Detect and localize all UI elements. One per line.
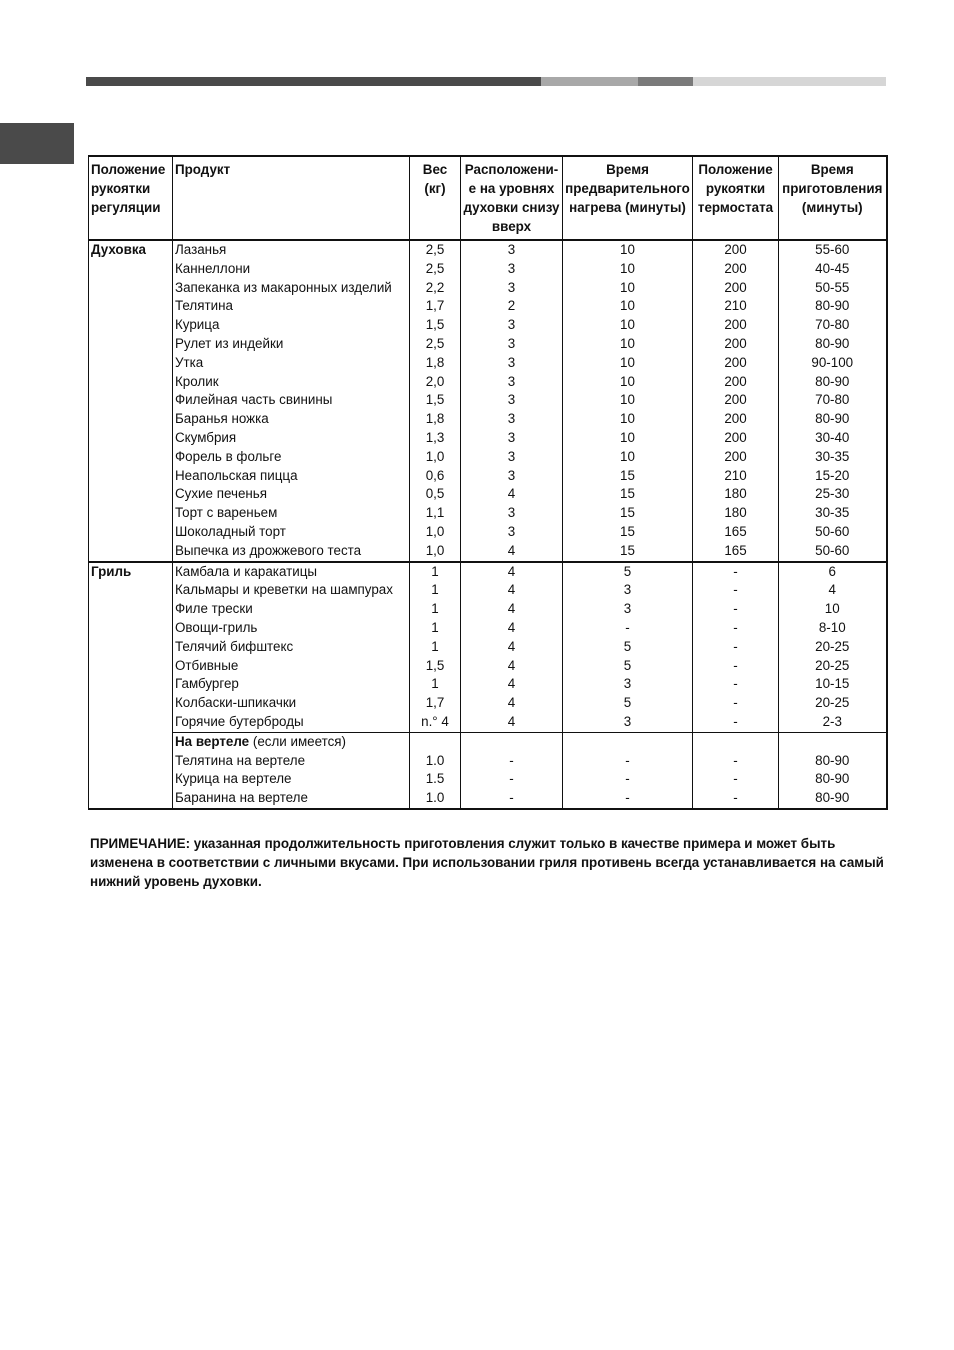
cell-level: 4	[461, 562, 563, 582]
cell-weight: 2,0	[410, 373, 461, 392]
cell-weight: 2,5	[410, 260, 461, 279]
header-bar-light	[693, 77, 886, 86]
cell-thermostat: -	[693, 752, 779, 771]
cell-preheat: 5	[563, 562, 693, 582]
cell-weight: 1.0	[410, 752, 461, 771]
header-thermostat: Положение рукоятки термостата	[693, 156, 779, 240]
cell-weight: 1,5	[410, 391, 461, 410]
cell-product: Неапольская пицца	[173, 467, 410, 486]
spit-title-row	[89, 732, 887, 751]
cell-level: 3	[461, 335, 563, 354]
cell-level: 4	[461, 485, 563, 504]
cell-thermostat: 200	[693, 316, 779, 335]
cell-level: 3	[461, 467, 563, 486]
section-label: Гриль	[89, 562, 173, 582]
header-level: Расположени-е на уровнях духовки снизу вверх	[461, 156, 563, 240]
cell-product: Форель в фольге	[173, 448, 410, 467]
header-bar-medium	[638, 77, 693, 86]
cell-product: Сухие печенья	[173, 485, 410, 504]
spit-title-bold: На вертеле	[175, 733, 250, 749]
cell-preheat: 10	[563, 391, 693, 410]
table-row	[89, 562, 887, 582]
section-label-empty	[89, 260, 173, 279]
cell-level: 3	[461, 373, 563, 392]
section-label-empty	[89, 335, 173, 354]
cell-preheat: 15	[563, 523, 693, 542]
table-row	[89, 657, 887, 676]
cell-time: 10	[779, 600, 887, 619]
cell-thermostat: 200	[693, 448, 779, 467]
section-label-empty	[89, 675, 173, 694]
cell-preheat: -	[563, 789, 693, 809]
cell-weight: 1	[410, 675, 461, 694]
cell-level: 3	[461, 240, 563, 260]
cell-preheat: -	[563, 619, 693, 638]
cell-weight: 2,5	[410, 240, 461, 260]
cell-preheat: 15	[563, 504, 693, 523]
table-row	[89, 448, 887, 467]
empty-cell	[779, 732, 887, 751]
cell-product: Баранья ножка	[173, 410, 410, 429]
cell-preheat: 5	[563, 694, 693, 713]
cell-time: 20-25	[779, 657, 887, 676]
header-bar-mid	[541, 77, 638, 86]
header-preheat: Время предварительного нагрева (минуты)	[563, 156, 693, 240]
cell-thermostat: 180	[693, 504, 779, 523]
table-row	[89, 523, 887, 542]
cell-product: Курица	[173, 316, 410, 335]
cell-time: 40-45	[779, 260, 887, 279]
cell-preheat: 10	[563, 373, 693, 392]
cell-preheat: 10	[563, 410, 693, 429]
cell-product: Колбаски-шпикачки	[173, 694, 410, 713]
cell-thermostat: 210	[693, 467, 779, 486]
cell-thermostat: 200	[693, 260, 779, 279]
cell-level: 3	[461, 523, 563, 542]
cell-preheat: 10	[563, 448, 693, 467]
table-row	[89, 279, 887, 298]
cell-time: 30-35	[779, 448, 887, 467]
cell-product: Рулет из индейки	[173, 335, 410, 354]
cell-weight: 1,1	[410, 504, 461, 523]
cell-product: Кролик	[173, 373, 410, 392]
cell-weight: 1,0	[410, 542, 461, 562]
section-label-empty	[89, 467, 173, 486]
table-row	[89, 429, 887, 448]
cell-weight: 1,5	[410, 316, 461, 335]
note-text: ПРИМЕЧАНИЕ: указанная продолжительность приготовления служит только в качестве примера и может быть изменена в соответствии с личными вкусами. При использовании гриля противень всегда устанавливается на самый нижний уровень духовки.	[90, 836, 884, 889]
cell-thermostat: -	[693, 638, 779, 657]
cell-weight: 1,3	[410, 429, 461, 448]
cell-level: 3	[461, 260, 563, 279]
oven-section	[89, 240, 887, 562]
cell-level: 3	[461, 410, 563, 429]
cooking-table	[88, 155, 888, 810]
cell-preheat: 10	[563, 297, 693, 316]
cell-level: 4	[461, 713, 563, 732]
section-label-empty	[89, 504, 173, 523]
table-row	[89, 354, 887, 373]
cell-weight: 1,8	[410, 354, 461, 373]
cell-thermostat: -	[693, 770, 779, 789]
table-row	[89, 335, 887, 354]
cell-thermostat: 200	[693, 279, 779, 298]
cell-preheat: 3	[563, 713, 693, 732]
section-label-empty	[89, 789, 173, 809]
cell-preheat: 10	[563, 429, 693, 448]
section-label-empty	[89, 600, 173, 619]
cell-product: Овощи-гриль	[173, 619, 410, 638]
section-label-empty	[89, 448, 173, 467]
cell-product: Филейная часть свинины	[173, 391, 410, 410]
section-label-empty	[89, 429, 173, 448]
table-row	[89, 391, 887, 410]
cell-preheat: 10	[563, 240, 693, 260]
cell-weight: 0,5	[410, 485, 461, 504]
section-label-empty	[89, 485, 173, 504]
cell-thermostat: 200	[693, 410, 779, 429]
cell-preheat: -	[563, 770, 693, 789]
empty-cell	[410, 732, 461, 751]
header-time: Время приготовления (минуты)	[779, 156, 887, 240]
table-row	[89, 240, 887, 260]
cell-level: 4	[461, 638, 563, 657]
section-label-empty	[89, 638, 173, 657]
header-product: Продукт	[173, 156, 410, 240]
section-label-empty	[89, 619, 173, 638]
table-row	[89, 297, 887, 316]
cell-weight: 1.5	[410, 770, 461, 789]
table-row	[89, 542, 887, 562]
cell-thermostat: 200	[693, 429, 779, 448]
cell-product: Камбала и каракатицы	[173, 562, 410, 582]
table-row	[89, 485, 887, 504]
cell-level: 4	[461, 600, 563, 619]
cell-level: 3	[461, 391, 563, 410]
cell-thermostat: 210	[693, 297, 779, 316]
cell-level: 4	[461, 619, 563, 638]
cell-time: 80-90	[779, 789, 887, 809]
table-row	[89, 316, 887, 335]
cell-level: -	[461, 752, 563, 771]
cell-time: 6	[779, 562, 887, 582]
cell-weight: 2,2	[410, 279, 461, 298]
table-header-row	[89, 156, 887, 240]
cell-product: Горячие бутерброды	[173, 713, 410, 732]
cell-product: Телятина	[173, 297, 410, 316]
cell-product: Филе трески	[173, 600, 410, 619]
table-row	[89, 752, 887, 771]
header-bar-dark	[86, 77, 541, 86]
cell-time: 70-80	[779, 316, 887, 335]
cell-time: 30-40	[779, 429, 887, 448]
section-label-empty	[89, 732, 173, 751]
cell-time: 80-90	[779, 752, 887, 771]
header-weight: Вес (кг)	[410, 156, 461, 240]
table-row	[89, 260, 887, 279]
table-row	[89, 467, 887, 486]
cell-thermostat: -	[693, 789, 779, 809]
section-label-empty	[89, 752, 173, 771]
cell-thermostat: 200	[693, 240, 779, 260]
table-row	[89, 789, 887, 809]
spit-title	[173, 732, 410, 751]
cell-product: Каннеллони	[173, 260, 410, 279]
cell-level: 4	[461, 675, 563, 694]
cell-product: Лазанья	[173, 240, 410, 260]
cell-level: -	[461, 770, 563, 789]
header-mode: Положение рукоятки регуляции	[89, 156, 173, 240]
cell-weight: 1,5	[410, 657, 461, 676]
cell-time: 25-30	[779, 485, 887, 504]
cell-time: 80-90	[779, 373, 887, 392]
section-label-empty	[89, 354, 173, 373]
cell-time: 4	[779, 581, 887, 600]
cell-time: 80-90	[779, 335, 887, 354]
empty-cell	[563, 732, 693, 751]
cell-level: 4	[461, 694, 563, 713]
table-row	[89, 770, 887, 789]
cell-product: Баранина на вертеле	[173, 789, 410, 809]
empty-cell	[693, 732, 779, 751]
cell-product: Скумбрия	[173, 429, 410, 448]
table-row	[89, 504, 887, 523]
cell-time: 70-80	[779, 391, 887, 410]
cell-weight: 1	[410, 638, 461, 657]
table-row	[89, 600, 887, 619]
cell-weight: 1	[410, 562, 461, 582]
cell-preheat: 10	[563, 335, 693, 354]
cell-weight: 1	[410, 600, 461, 619]
cell-level: 4	[461, 581, 563, 600]
cell-product: Курица на вертеле	[173, 770, 410, 789]
section-label-empty	[89, 657, 173, 676]
table-row	[89, 713, 887, 732]
cell-thermostat: 200	[693, 391, 779, 410]
cell-weight: 1,0	[410, 448, 461, 467]
cell-time: 10-15	[779, 675, 887, 694]
cell-product: Запеканка из макаронных изделий	[173, 279, 410, 298]
cell-level: 3	[461, 316, 563, 335]
section-label-empty	[89, 523, 173, 542]
cell-product: Отбивные	[173, 657, 410, 676]
cell-preheat: 10	[563, 279, 693, 298]
cell-level: 2	[461, 297, 563, 316]
cell-preheat: 5	[563, 657, 693, 676]
cell-thermostat: -	[693, 562, 779, 582]
section-label-empty	[89, 581, 173, 600]
cell-thermostat: 200	[693, 354, 779, 373]
cell-thermostat: -	[693, 600, 779, 619]
table-row	[89, 410, 887, 429]
table-row	[89, 373, 887, 392]
section-label-empty	[89, 297, 173, 316]
cell-time: 80-90	[779, 770, 887, 789]
cell-weight: 1,8	[410, 410, 461, 429]
cell-thermostat: -	[693, 581, 779, 600]
cell-time: 20-25	[779, 694, 887, 713]
cell-preheat: 10	[563, 260, 693, 279]
cell-product: Шоколадный торт	[173, 523, 410, 542]
cell-weight: 1,7	[410, 297, 461, 316]
section-label-empty	[89, 279, 173, 298]
cell-thermostat: 165	[693, 523, 779, 542]
table-row	[89, 619, 887, 638]
cell-weight: 1,7	[410, 694, 461, 713]
section-label-empty	[89, 713, 173, 732]
cell-preheat: 10	[563, 354, 693, 373]
language-tab	[0, 123, 74, 164]
cell-weight: 1,0	[410, 523, 461, 542]
cell-thermostat: -	[693, 713, 779, 732]
cell-weight: 0,6	[410, 467, 461, 486]
cell-time: 90-100	[779, 354, 887, 373]
cell-product: Утка	[173, 354, 410, 373]
cell-thermostat: -	[693, 694, 779, 713]
cell-product: Гамбургер	[173, 675, 410, 694]
section-label-empty	[89, 694, 173, 713]
cell-level: 3	[461, 504, 563, 523]
cell-level: 3	[461, 354, 563, 373]
cell-time: 80-90	[779, 410, 887, 429]
table-row	[89, 694, 887, 713]
cell-product: Телятина на вертеле	[173, 752, 410, 771]
cell-thermostat: 165	[693, 542, 779, 562]
cell-time: 30-35	[779, 504, 887, 523]
cell-time: 8-10	[779, 619, 887, 638]
cell-level: 3	[461, 429, 563, 448]
section-label-empty	[89, 542, 173, 562]
cell-preheat: 3	[563, 581, 693, 600]
cell-time: 50-60	[779, 523, 887, 542]
empty-cell	[461, 732, 563, 751]
cell-time: 20-25	[779, 638, 887, 657]
cell-level: 3	[461, 448, 563, 467]
cell-product: Телячий бифштекс	[173, 638, 410, 657]
table-row	[89, 675, 887, 694]
cell-thermostat: -	[693, 619, 779, 638]
cell-product: Кальмары и креветки на шампурах	[173, 581, 410, 600]
section-label-empty	[89, 316, 173, 335]
cell-weight: 2,5	[410, 335, 461, 354]
cell-thermostat: 200	[693, 373, 779, 392]
cell-time: 50-60	[779, 542, 887, 562]
grill-section	[89, 562, 887, 809]
cell-level: 4	[461, 542, 563, 562]
cell-time: 50-55	[779, 279, 887, 298]
cell-thermostat: -	[693, 657, 779, 676]
cell-preheat: 15	[563, 467, 693, 486]
cell-preheat: 3	[563, 600, 693, 619]
cell-preheat: 15	[563, 542, 693, 562]
cell-weight: 1	[410, 619, 461, 638]
section-label-empty	[89, 410, 173, 429]
cell-thermostat: -	[693, 675, 779, 694]
cell-time: 80-90	[779, 297, 887, 316]
cell-level: -	[461, 789, 563, 809]
cell-preheat: 3	[563, 675, 693, 694]
cell-weight: n.° 4	[410, 713, 461, 732]
cell-preheat: 10	[563, 316, 693, 335]
section-label: Духовка	[89, 240, 173, 260]
cell-weight: 1	[410, 581, 461, 600]
cell-preheat: 15	[563, 485, 693, 504]
section-label-empty	[89, 373, 173, 392]
cell-time: 15-20	[779, 467, 887, 486]
cell-time: 55-60	[779, 240, 887, 260]
cell-preheat: -	[563, 752, 693, 771]
cell-weight: 1.0	[410, 789, 461, 809]
section-label-empty	[89, 770, 173, 789]
cell-product: Торт с вареньем	[173, 504, 410, 523]
cell-preheat: 5	[563, 638, 693, 657]
table-row	[89, 638, 887, 657]
cell-product: Выпечка из дрожжевого теста	[173, 542, 410, 562]
cell-level: 3	[461, 279, 563, 298]
table-row	[89, 581, 887, 600]
cell-thermostat: 200	[693, 335, 779, 354]
spit-title-rest: (если имеется)	[249, 733, 346, 749]
cell-level: 4	[461, 657, 563, 676]
cell-thermostat: 180	[693, 485, 779, 504]
cell-time: 2-3	[779, 713, 887, 732]
section-label-empty	[89, 391, 173, 410]
